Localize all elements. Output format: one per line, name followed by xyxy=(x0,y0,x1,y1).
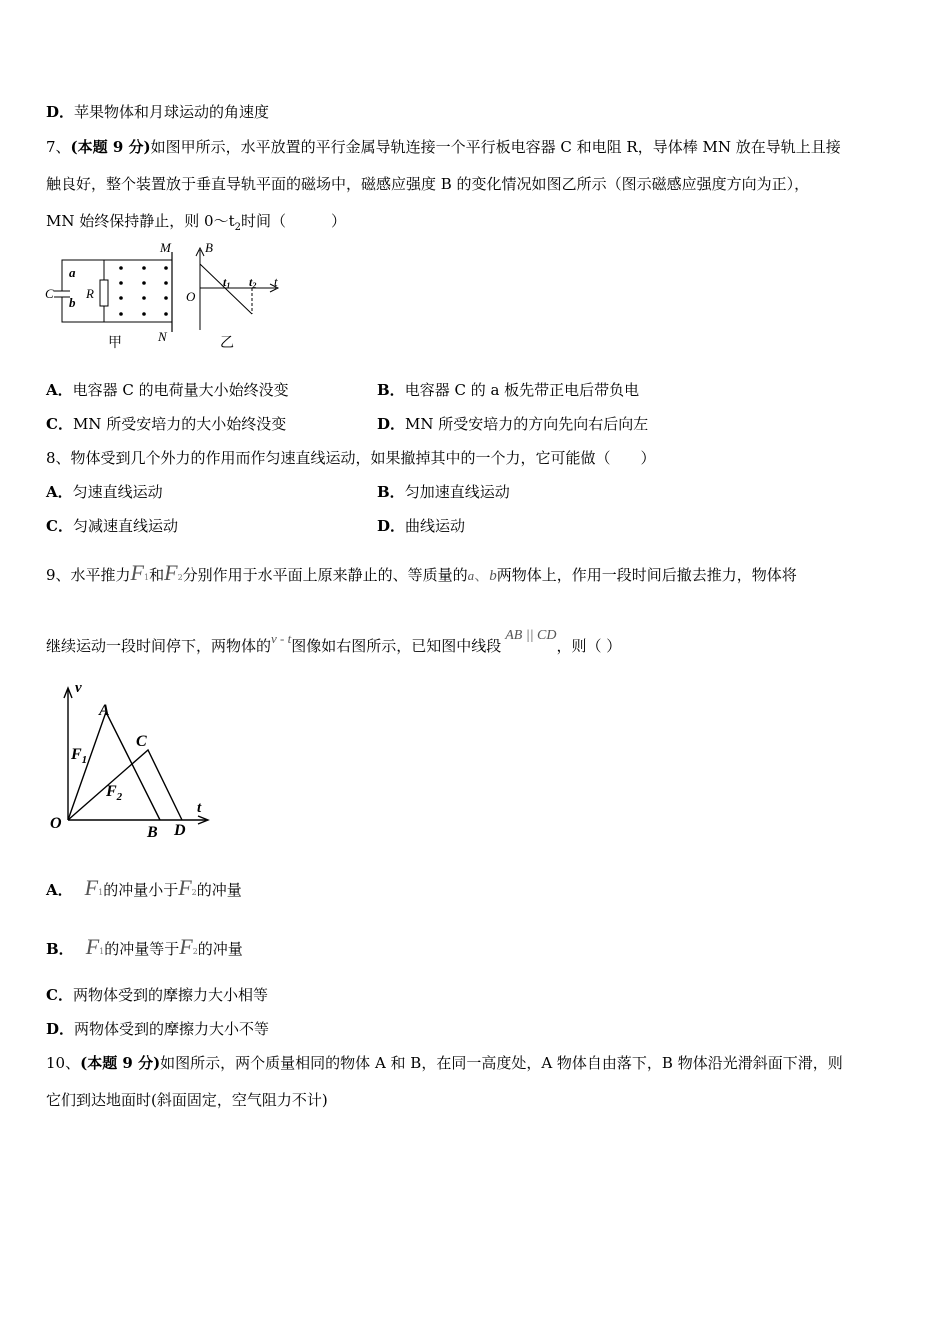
option-text: 电容器 C 的 a 板先带正电后带负电 xyxy=(404,381,640,399)
question-score: (本题 9 分) xyxy=(80,1054,161,1072)
option-text: 匀减速直线运动 xyxy=(72,517,178,535)
option-letter: B． xyxy=(377,381,405,399)
label-v: v xyxy=(75,680,82,696)
q9-option-b[interactable] xyxy=(46,935,243,964)
label-t2: t2 xyxy=(249,275,257,290)
option-text: 曲线运动 xyxy=(405,517,466,535)
option-letter: B． xyxy=(377,483,405,501)
math-vt: v - t xyxy=(271,631,292,646)
option-letter: A． xyxy=(46,881,73,899)
q7-option-b[interactable] xyxy=(377,380,639,400)
option-text-end: 的冲量 xyxy=(197,940,243,958)
math-f1: F xyxy=(84,875,99,900)
q9-option-a[interactable] xyxy=(46,876,242,905)
q9-text-2c: ，则（ ） xyxy=(556,637,622,655)
q9-option-d[interactable] xyxy=(46,1019,269,1039)
label-n: N xyxy=(158,329,167,344)
q9-text-1d: 两物体上，作用一段时间后撤去推力，物体将 xyxy=(496,566,797,584)
label-b: B xyxy=(147,824,158,841)
label-b-axis: B xyxy=(205,240,213,255)
q9-stem-line-2 xyxy=(46,628,622,658)
q7-stem-line-3 xyxy=(46,211,346,238)
q7-text-1: 如图甲所示，水平放置的平行金属导轨连接一个平行板电容器 C 和电阻 R，导体棒 MN 放在导轨上且接 xyxy=(150,138,841,156)
label-m: M xyxy=(160,240,171,255)
math-a: a xyxy=(467,568,475,583)
magnetic-field-dots xyxy=(119,266,168,316)
question-number: 7、 xyxy=(46,138,71,156)
q7-option-a[interactable] xyxy=(46,380,289,400)
math-f2-sub: 2 xyxy=(192,947,198,956)
q9-option-c[interactable] xyxy=(46,985,268,1005)
figure-yi-b-graph xyxy=(186,240,286,350)
label-c: C xyxy=(136,733,147,750)
option-text: MN 所受安培力的方向先向右后向左 xyxy=(405,415,649,433)
q8-option-c[interactable] xyxy=(46,516,178,536)
math-f1-sub: 1 xyxy=(144,573,150,582)
q7-stem-line-1 xyxy=(46,137,841,157)
option-text: 苹果物体和月球运动的角速度 xyxy=(74,103,270,121)
math-f1-sub: 1 xyxy=(99,947,105,956)
option-text: 的冲量等于 xyxy=(104,940,180,958)
caption-jia: 甲 xyxy=(108,336,122,350)
label-o: O xyxy=(50,815,62,832)
q7-text-3b: 时间（ ） xyxy=(240,212,346,230)
math-f2: F xyxy=(178,875,192,900)
label-o: O xyxy=(186,289,196,304)
option-text: 两物体受到的摩擦力大小相等 xyxy=(72,986,268,1004)
resistor xyxy=(100,280,108,306)
q8-option-d[interactable] xyxy=(377,516,465,536)
label-d: D xyxy=(174,822,186,839)
option-text: 匀加速直线运动 xyxy=(404,483,510,501)
option-text: 匀速直线运动 xyxy=(72,483,163,501)
option-letter: D． xyxy=(46,103,75,121)
q9-text-2b: 图像如右图所示，已知图中线段 xyxy=(291,637,502,655)
option-letter: B． xyxy=(46,940,74,958)
q8-text: 8、物体受到几个外力的作用而作匀速直线运动，如果撤掉其中的一个力，它可能做（ ） xyxy=(46,449,656,467)
q7-text-3: MN 始终保持静止，则 0～t xyxy=(46,212,235,230)
q10-stem-line-1 xyxy=(46,1053,843,1073)
option-letter: C． xyxy=(46,415,73,433)
math-f2: F xyxy=(164,560,178,585)
q7-option-c[interactable] xyxy=(46,414,286,434)
q9-text-1b: 和 xyxy=(149,566,165,584)
option-text: MN 所受安培力的大小始终没变 xyxy=(72,415,287,433)
rail-bottom-left xyxy=(62,297,172,322)
q10-text-2: 它们到达地面时(斜面固定，空气阻力不计) xyxy=(46,1091,328,1109)
label-f1: $F_1$ xyxy=(71,746,88,766)
option-letter: A． xyxy=(46,381,73,399)
figure-jia-circuit xyxy=(44,240,194,350)
math-f1-sub: 1 xyxy=(98,888,104,897)
label-t-axis: t xyxy=(274,274,278,289)
q7-option-d[interactable] xyxy=(377,414,648,434)
math-f1: F xyxy=(85,934,100,959)
q7-stem-line-2 xyxy=(46,174,809,194)
math-f2-sub: 2 xyxy=(177,573,183,582)
option-text: 两物体受到的摩擦力大小不等 xyxy=(74,1020,270,1038)
math-f2-sub: 2 xyxy=(191,888,197,897)
q9-text-1a: 9、水平推力 xyxy=(46,566,131,584)
caption-yi: 乙 xyxy=(220,336,234,350)
q6-option-d xyxy=(46,102,269,122)
label-a: A xyxy=(99,702,110,719)
q10-text-1: 如图所示，两个质量相同的物体 A 和 B，在同一高度处，A 物体自由落下，B 物体沿光滑斜面下滑，则 xyxy=(160,1054,843,1072)
label-c: C xyxy=(45,286,54,301)
q9-text-2a: 继续运动一段时间停下，两物体的 xyxy=(46,637,272,655)
q7-subscript: 2 xyxy=(234,222,241,233)
question-score: (本题 9 分) xyxy=(70,138,151,156)
math-b: b xyxy=(489,568,497,584)
math-f2: F xyxy=(179,934,193,959)
q7-text-2: 触良好，整个装置放于垂直导轨平面的磁场中，磁感应强度 B 的变化情况如图乙所示（图示磁感应强度方向为正）， xyxy=(46,175,810,193)
q9-vt-graph xyxy=(44,678,219,843)
q8-option-b[interactable] xyxy=(377,482,510,502)
option-letter: C． xyxy=(46,986,73,1004)
curve-a xyxy=(68,712,160,820)
question-number: 10、 xyxy=(46,1054,81,1072)
q8-stem xyxy=(46,448,656,468)
q8-option-a[interactable] xyxy=(46,482,163,502)
q10-stem-line-2 xyxy=(46,1090,328,1110)
label-a: a xyxy=(69,265,76,280)
option-text-end: 的冲量 xyxy=(196,881,242,899)
option-letter: D． xyxy=(377,415,406,433)
math-separator: 、 xyxy=(474,566,490,584)
label-t: t xyxy=(197,800,202,816)
math-f1: F xyxy=(130,560,144,585)
q9-text-1c: 分别作用于水平面上原来静止的、等质量的 xyxy=(182,566,468,584)
math-ab-parallel-cd: AB || CD xyxy=(505,628,557,643)
option-letter: D． xyxy=(46,1020,75,1038)
option-letter: C． xyxy=(46,517,73,535)
option-text: 电容器 C 的电荷量大小始终没变 xyxy=(72,381,289,399)
option-text: 的冲量小于 xyxy=(103,881,179,899)
label-r: R xyxy=(86,286,94,301)
q9-stem-line-1 xyxy=(46,562,797,589)
option-letter: D． xyxy=(377,517,406,535)
rail-top-left xyxy=(62,260,172,291)
label-t1: t1 xyxy=(223,275,231,290)
option-letter: A． xyxy=(46,483,73,501)
label-b: b xyxy=(69,295,76,310)
label-f2: $F_2$ xyxy=(106,783,123,803)
